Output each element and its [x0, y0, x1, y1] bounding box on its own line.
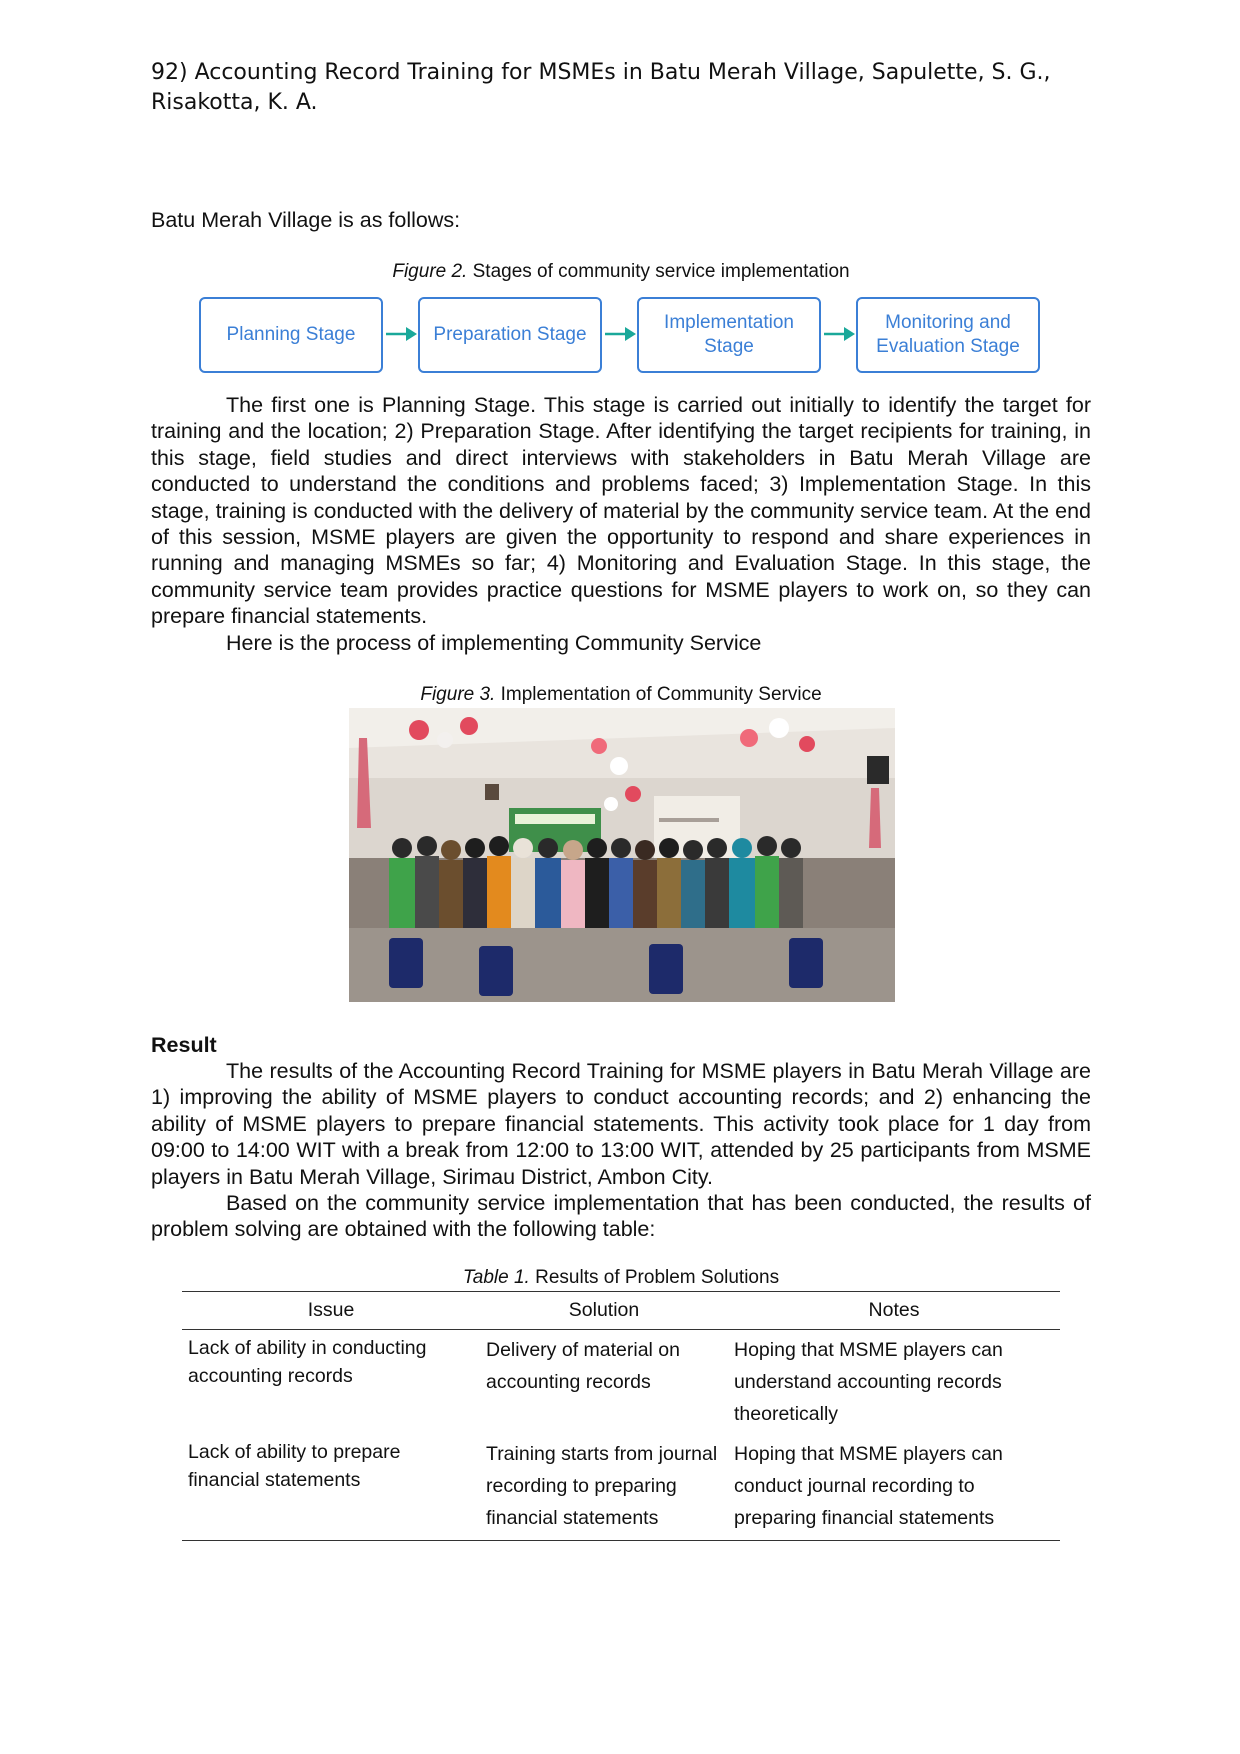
- result-heading: Result: [151, 1033, 217, 1057]
- table-1-label: Table 1.: [462, 1267, 530, 1288]
- stages-paragraph: The first one is Planning Stage. This stage is carried out initially to identify the target for training and the location; 2) Preparation Stage. After identifying the target recipients for training, in this stage, field studies and direct interviews with stakeholders in Batu Merah Village are conducted to understand the conditions and problems faced; 3) Implementation Stage. In this stage, training is conducted with the delivery of material by the community service team. At the end of this session, MSME players are given the opportunity to respond and share experiences in running and managing MSMEs so far; 4) Monitoring and Evaluation Stage. In this stage, the community service team provides practice questions for MSME players to work on, so they can prepare financial statements.: [151, 393, 1091, 629]
- figure-3-caption: [151, 683, 1091, 707]
- figure-3-caption-text: Implementation of Community Service: [495, 684, 822, 705]
- table-1-caption-text: Results of Problem Solutions: [529, 1267, 780, 1288]
- arrow-right-icon: [386, 324, 418, 344]
- table-row: [182, 1330, 1060, 1435]
- table-cell-issue: Lack of ability in conducting accounting records: [188, 1337, 427, 1387]
- arrow-right-icon: [605, 324, 637, 344]
- column-header-solution: Solution: [480, 1292, 728, 1330]
- arrow-right-icon: [824, 324, 856, 344]
- table-cell-solution: Training starts from journal recording to preparing financial statements: [480, 1434, 728, 1541]
- table-cell-notes: Hoping that MSME players can understand accounting records theoretically: [734, 1339, 1003, 1425]
- table-cell-solution: Delivery of material on accounting records: [486, 1339, 680, 1393]
- figure-3-label: Figure 3.: [420, 684, 496, 705]
- intro-text: Batu Merah Village is as follows:: [151, 208, 461, 232]
- result-paragraph-1: The results of the Accounting Record Training for MSME players in Batu Merah Village are 1) improving the ability of MSME players to conduct accounting records; and 2) enhancing the ability of MSME players to prepare financial statements. This activity took place for 1 day from 09:00 to 14:00 WIT with a break from 12:00 to 13:00 WIT, attended by 25 participants from MSME players in Batu Merah Village, Sirimau District, Ambon City.: [151, 1059, 1091, 1189]
- stage-implementation-box: Implementation Stage: [637, 297, 821, 373]
- table-cell-issue: Lack of ability to prepare financial statements: [182, 1434, 480, 1541]
- running-header: 92) Accounting Record Training for MSMEs in Batu Merah Village, Sapulette, S. G., Risakotta, K. A.: [151, 60, 1051, 115]
- table-1-caption: [182, 1266, 1060, 1290]
- figure-2-label: Figure 2.: [392, 261, 468, 282]
- community-service-photo: [349, 708, 895, 1002]
- column-header-notes: Notes: [728, 1292, 1060, 1330]
- results-table: [182, 1291, 1060, 1541]
- figure-2-caption: [151, 260, 1091, 284]
- figure-2-caption-text: Stages of community service implementation: [467, 261, 850, 282]
- result-paragraph-2: Based on the community service implementation that has been conducted, the results of problem solving are obtained with the following table:: [151, 1191, 1091, 1242]
- stage-planning-box: Planning Stage: [199, 297, 383, 373]
- table-header-row: [182, 1292, 1060, 1330]
- stage-preparation-box: Preparation Stage: [418, 297, 602, 373]
- column-header-issue: Issue: [182, 1292, 480, 1330]
- stage-monitoring-box: Monitoring and Evaluation Stage: [856, 297, 1040, 373]
- table-row: [182, 1434, 1060, 1541]
- table-cell-notes: Hoping that MSME players can conduct journal recording to preparing financial statements: [728, 1434, 1060, 1541]
- group-photo-illustration: [349, 708, 895, 1002]
- process-intro-paragraph: Here is the process of implementing Community Service: [226, 631, 762, 655]
- result-paragraphs: [151, 1058, 1091, 1243]
